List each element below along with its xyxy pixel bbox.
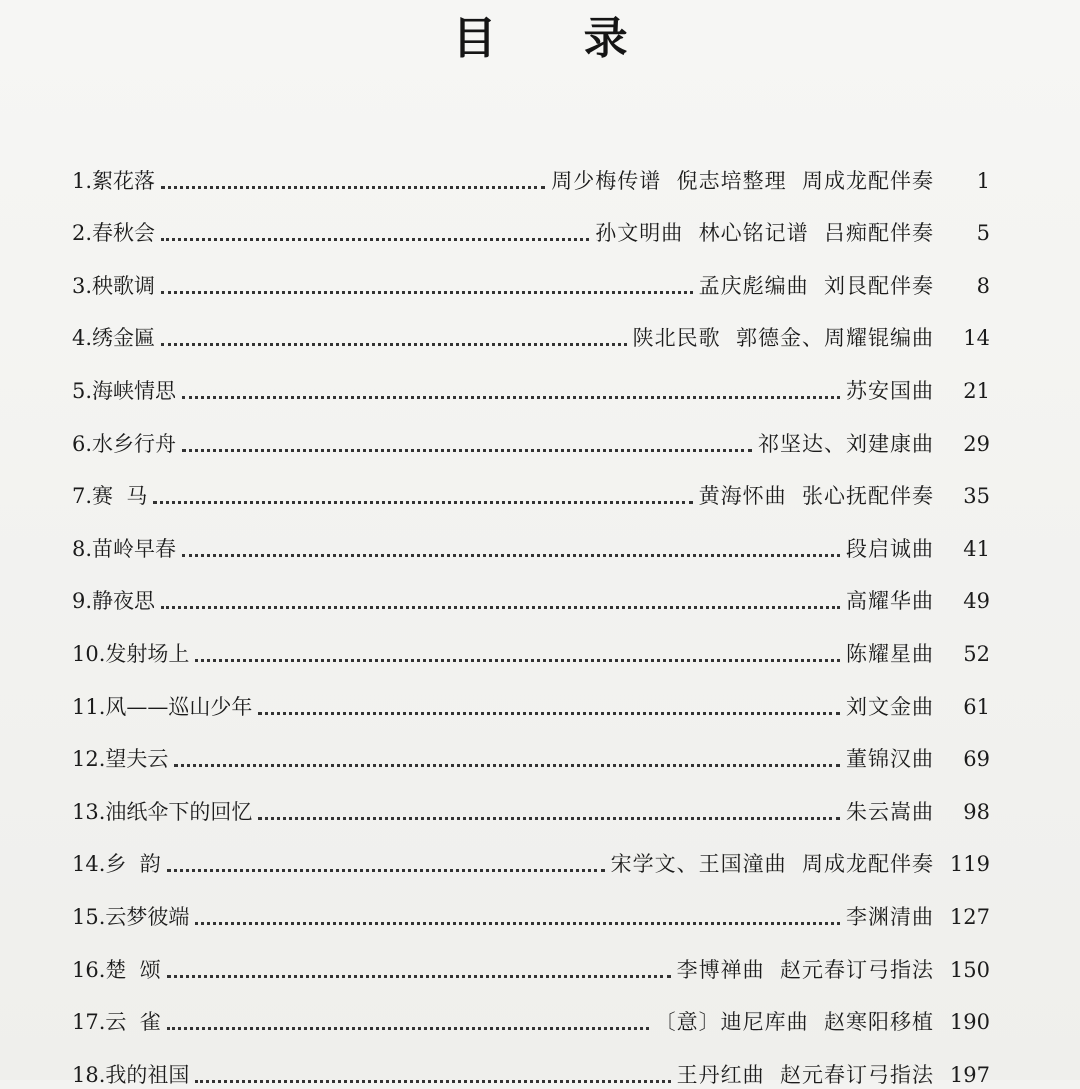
entry-page: 127	[949, 904, 990, 929]
entry-number: 6.	[72, 431, 93, 456]
entry-number: 3.	[72, 273, 93, 298]
dot-leader	[161, 606, 840, 609]
entry-title: 春秋会	[92, 221, 156, 246]
entry-page: 197	[949, 1062, 990, 1087]
dot-leader	[167, 869, 605, 872]
dot-leader	[195, 1080, 670, 1083]
entry-number: 16.	[72, 957, 106, 982]
dot-leader	[182, 449, 752, 452]
entry-page: 1	[976, 168, 990, 193]
entry-title: 楚 颂	[105, 957, 161, 982]
entry-title: 发射场上	[105, 641, 190, 666]
entry-credit: 祁坚达、刘建康曲	[758, 431, 934, 456]
entry-number: 11.	[72, 694, 106, 719]
dot-leader	[182, 396, 840, 399]
toc-entry	[72, 510, 990, 563]
dot-leader	[161, 343, 627, 346]
entry-number: 4.	[72, 326, 93, 351]
toc-entry	[72, 878, 990, 931]
entry-title: 风——巡山少年	[105, 694, 253, 719]
entry-page: 98	[963, 799, 990, 824]
entry-title: 望夫云	[105, 747, 169, 772]
entry-number: 15.	[72, 904, 106, 929]
toc-entry	[72, 247, 990, 300]
entry-number: 9.	[72, 589, 93, 614]
entry-title: 静夜思	[92, 589, 156, 614]
dot-leader	[195, 922, 840, 925]
entry-credit: 刘文金曲	[846, 694, 934, 719]
toc-entry	[72, 405, 990, 458]
entry-title: 苗岭早春	[92, 536, 177, 561]
entry-page: 49	[963, 589, 990, 614]
entry-credit: 高耀华曲	[846, 589, 934, 614]
entry-title: 绣金匾	[92, 326, 156, 351]
dot-leader	[153, 501, 692, 504]
entry-credit: 李渊清曲	[846, 904, 934, 929]
toc-entry	[72, 826, 990, 879]
toc-entry	[72, 458, 990, 511]
entry-page: 21	[963, 378, 990, 403]
dot-leader	[195, 659, 840, 662]
entry-credit: 朱云嵩曲	[846, 799, 934, 824]
entry-title: 云 雀	[105, 1010, 161, 1035]
toc-entry	[72, 984, 990, 1037]
dot-leader	[161, 291, 693, 294]
dot-leader	[167, 1027, 649, 1030]
entry-credit: 陈耀星曲	[846, 641, 934, 666]
entry-title: 絮花落	[92, 168, 156, 193]
entry-credit: 段启诚曲	[846, 536, 934, 561]
dot-leader	[174, 764, 840, 767]
toc-entry	[72, 195, 990, 248]
entry-credit: 孟庆彪编曲 刘艮配伴奏	[698, 273, 934, 298]
entry-page: 41	[963, 536, 990, 561]
page-title: 目 录	[452, 13, 664, 64]
entry-credit: 黄海怀曲 张心抚配伴奏	[698, 484, 934, 509]
entry-number: 5.	[72, 378, 93, 403]
entry-title: 油纸伞下的回忆	[105, 799, 253, 824]
dot-leader	[167, 975, 671, 978]
entry-credit: 陕北民歌 郭德金、周耀锟编曲	[632, 326, 934, 351]
entry-number: 13.	[72, 799, 106, 824]
entry-credit: 周少梅传谱 倪志培整理 周成龙配伴奏	[551, 168, 934, 193]
entry-number: 14.	[72, 852, 106, 877]
entry-title: 我的祖国	[105, 1062, 190, 1087]
entry-title: 海峡情思	[92, 378, 177, 403]
entry-credit: 〔意〕迪尼库曲 赵寒阳移植	[654, 1010, 934, 1035]
entry-page: 14	[963, 326, 990, 351]
entry-page: 61	[963, 694, 990, 719]
toc-entry	[72, 615, 990, 668]
entry-page: 150	[949, 957, 990, 982]
entry-page: 119	[949, 852, 990, 877]
dot-leader	[182, 554, 840, 557]
entry-credit: 宋学文、王国潼曲 周成龙配伴奏	[610, 852, 934, 877]
toc-entry	[72, 300, 990, 353]
toc-entry	[72, 721, 990, 774]
entry-title: 赛 马	[92, 484, 148, 509]
dot-leader	[161, 238, 589, 241]
entry-number: 17.	[72, 1010, 106, 1035]
toc-entry	[72, 1036, 990, 1089]
dot-leader	[258, 712, 840, 715]
entry-credit: 李博禅曲 赵元春订弓指法	[676, 957, 934, 982]
entry-page: 35	[963, 484, 990, 509]
entry-number: 2.	[72, 221, 93, 246]
entry-number: 7.	[72, 484, 93, 509]
toc-entry	[72, 931, 990, 984]
toc-entry	[72, 773, 990, 826]
entry-page: 69	[963, 747, 990, 772]
entry-number: 8.	[72, 536, 93, 561]
toc-entry	[72, 668, 990, 721]
entry-number: 18.	[72, 1062, 106, 1087]
entry-number: 1.	[72, 168, 93, 193]
toc-entry	[72, 352, 990, 405]
entry-title: 云梦彼端	[105, 904, 190, 929]
toc-entry	[72, 142, 990, 195]
entry-number: 10.	[72, 641, 106, 666]
entry-page: 29	[963, 431, 990, 456]
entry-page: 5	[976, 221, 990, 246]
entry-page: 8	[976, 273, 990, 298]
entry-page: 190	[949, 1010, 990, 1035]
entry-credit: 孙文明曲 林心铭记谱 吕痴配伴奏	[595, 221, 934, 246]
table-of-contents	[72, 142, 990, 1089]
entry-title: 水乡行舟	[92, 431, 177, 456]
entry-number: 12.	[72, 747, 106, 772]
entry-credit: 王丹红曲 赵元春订弓指法	[676, 1062, 934, 1087]
dot-leader	[258, 817, 840, 820]
entry-title: 乡 韵	[105, 852, 161, 877]
entry-credit: 董锦汉曲	[846, 747, 934, 772]
entry-title: 秧歌调	[92, 273, 156, 298]
toc-entry	[72, 563, 990, 616]
entry-credit: 苏安国曲	[846, 378, 934, 403]
entry-page: 52	[963, 641, 990, 666]
dot-leader	[161, 186, 545, 189]
